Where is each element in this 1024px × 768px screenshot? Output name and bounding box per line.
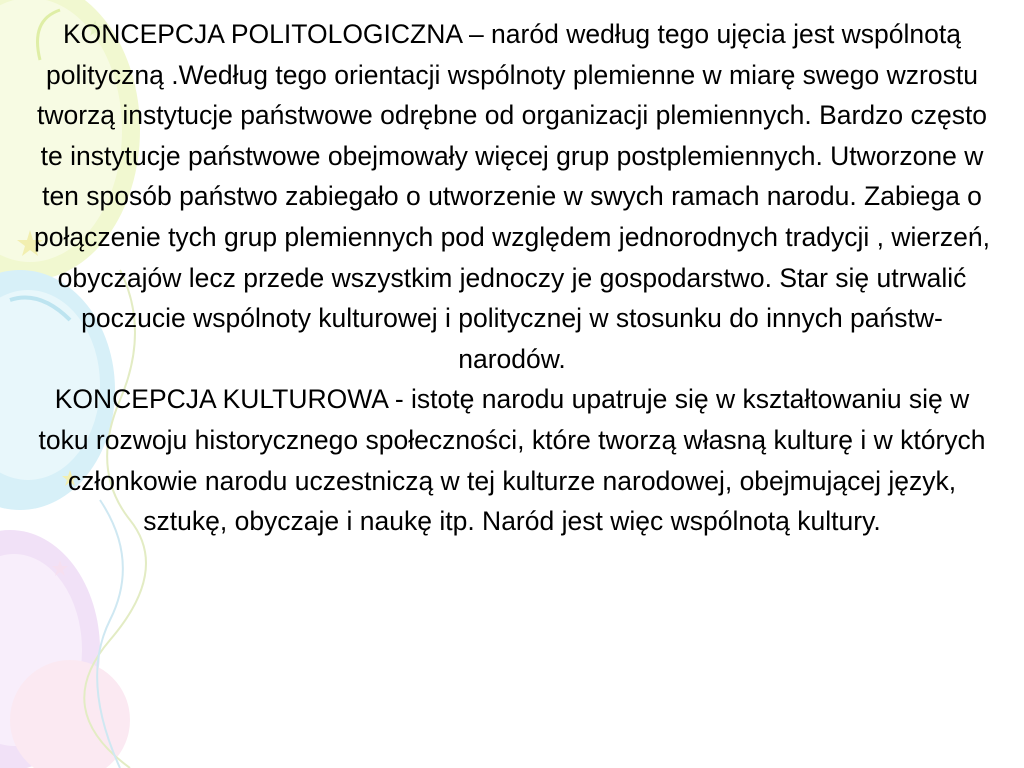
slide-text-body (30, 14, 994, 542)
paragraph-political-concept: KONCEPCJA POLITOLOGICZNA – naród według tego ujęcia jest wspólnotą polityczną .Według tego orientacji wspólnoty plemienne w miarę swego wzrostu tworzą instytucje państwowe odrębne od organizacji plemiennych. Bardzo często te instytucje państwowe obejmowały więcej grup postplemiennych. Utworzone w ten sposób państwo zabiegało o utworzenie w swych ramach narodu. Zabiega o połączenie tych grup plemiennych pod względem jednorodnych tradycji , wierzeń, obyczajów lecz przede wszystkim jednoczy je gospodarstwo. Star się utrwalić poczucie wspólnoty kulturowej i politycznej w stosunku do innych państw- narodów. (34, 19, 990, 374)
paragraph-cultural-concept: KONCEPCJA KULTUROWA - istotę narodu upatruje się w kształtowaniu się w toku rozwoju historycznego społeczności, które tworzą własną kulturę i w których członkowie narodu uczestniczą w tej kulturze narodowej, obejmującej język, sztukę, obyczaje i naukę itp. Naród jest więc wspólnotą kultury. (38, 384, 986, 537)
